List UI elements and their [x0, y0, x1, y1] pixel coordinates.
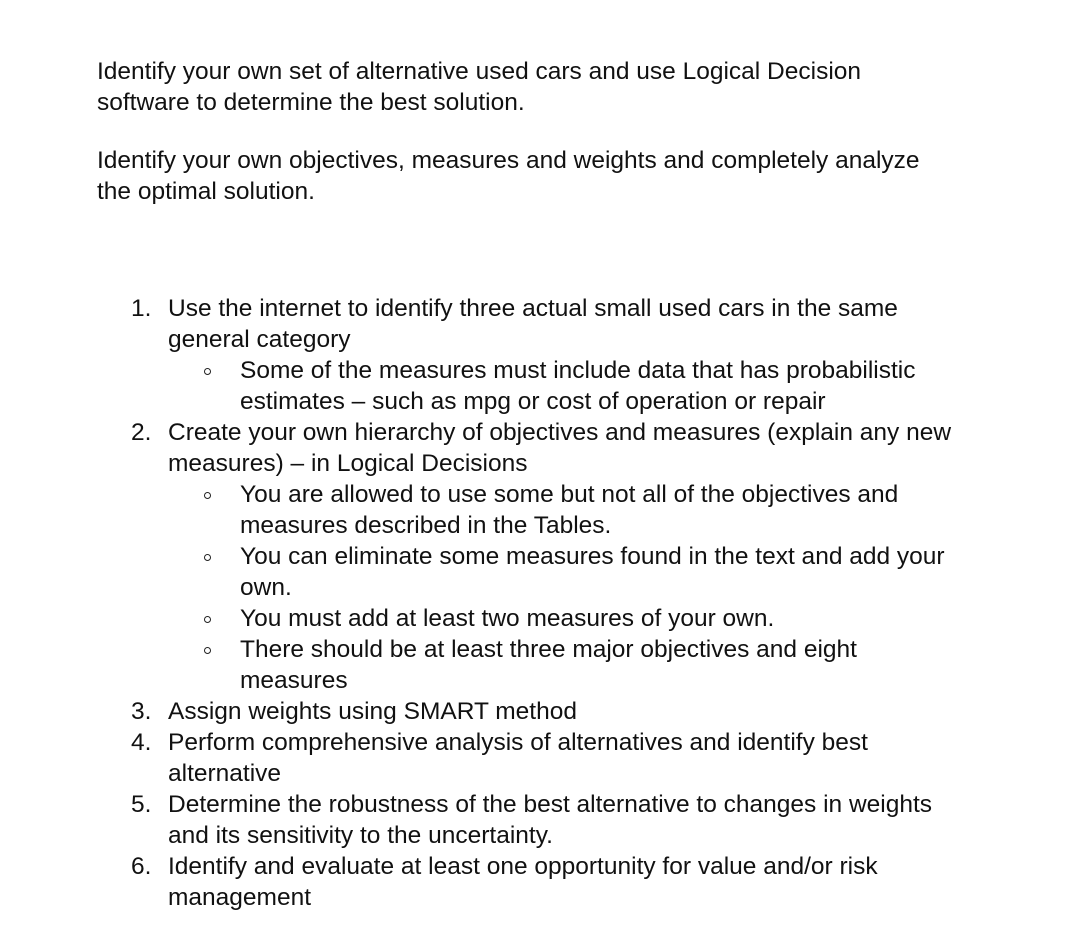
task-number: 5.: [131, 791, 152, 818]
text-line: Identify your own set of alternative used cars and use Logical Decision: [97, 58, 862, 85]
sub-bullet-item: [0, 541, 1080, 603]
task-text-line: general category: [168, 326, 351, 353]
task-item: [0, 293, 1080, 417]
task-number: 3.: [131, 698, 152, 725]
task-number: 4.: [131, 729, 152, 756]
task-number: 6.: [131, 853, 152, 880]
bullet-text-line: estimates – such as mpg or cost of operation or repair: [240, 388, 826, 415]
task-item: [0, 417, 1080, 696]
bullet-text-line: measures: [240, 667, 348, 694]
task-item: [0, 727, 1080, 789]
bullet-text-line: You must add at least two measures of your own.: [240, 605, 775, 632]
sub-bullet-list: [168, 479, 1080, 696]
task-list: [0, 293, 1080, 913]
task-text-line: Identify and evaluate at least one opportunity for value and/or risk: [168, 853, 878, 880]
sub-bullet-item: [0, 634, 1080, 696]
hollow-circle-bullet-icon: [204, 492, 211, 499]
sub-bullet-item: [0, 479, 1080, 541]
task-text-line: Determine the robustness of the best alternative to changes in weights: [168, 791, 933, 818]
bullet-text-line: measures described in the Tables.: [240, 512, 612, 539]
task-text-line: Use the internet to identify three actual small used cars in the same: [168, 295, 898, 322]
task-item: [0, 789, 1080, 851]
task-text-line: Assign weights using SMART method: [168, 698, 577, 725]
text-line: software to determine the best solution.: [97, 89, 525, 116]
task-number: 1.: [131, 295, 152, 322]
hollow-circle-bullet-icon: [204, 647, 211, 654]
intro-paragraph: [97, 145, 1027, 207]
hollow-circle-bullet-icon: [204, 616, 211, 623]
sub-bullet-item: [0, 603, 1080, 634]
bullet-text-line: Some of the measures must include data that has probabilistic: [240, 357, 916, 384]
hollow-circle-bullet-icon: [204, 554, 211, 561]
text-line: Identify your own objectives, measures and weights and completely analyze: [97, 147, 920, 174]
bullet-text-line: There should be at least three major objectives and eight: [240, 636, 857, 663]
task-text-line: management: [168, 884, 312, 911]
task-text-line: and its sensitivity to the uncertainty.: [168, 822, 553, 849]
task-text-line: alternative: [168, 760, 282, 787]
sub-bullet-list: [168, 355, 1080, 417]
task-text-line: Perform comprehensive analysis of alternatives and identify best: [168, 729, 868, 756]
hollow-circle-bullet-icon: [204, 368, 211, 375]
task-number: 2.: [131, 419, 152, 446]
bullet-text-line: You are allowed to use some but not all of the objectives and: [240, 481, 899, 508]
bullet-text-line: own.: [240, 574, 292, 601]
task-text-line: measures) – in Logical Decisions: [168, 450, 528, 477]
task-item: [0, 696, 1080, 727]
task-text-line: Create your own hierarchy of objectives and measures (explain any new: [168, 419, 952, 446]
task-item: [0, 851, 1080, 913]
bullet-text-line: You can eliminate some measures found in the text and add your: [240, 543, 945, 570]
intro-paragraph: [97, 56, 1027, 118]
text-line: the optimal solution.: [97, 178, 315, 205]
sub-bullet-item: [0, 355, 1080, 417]
